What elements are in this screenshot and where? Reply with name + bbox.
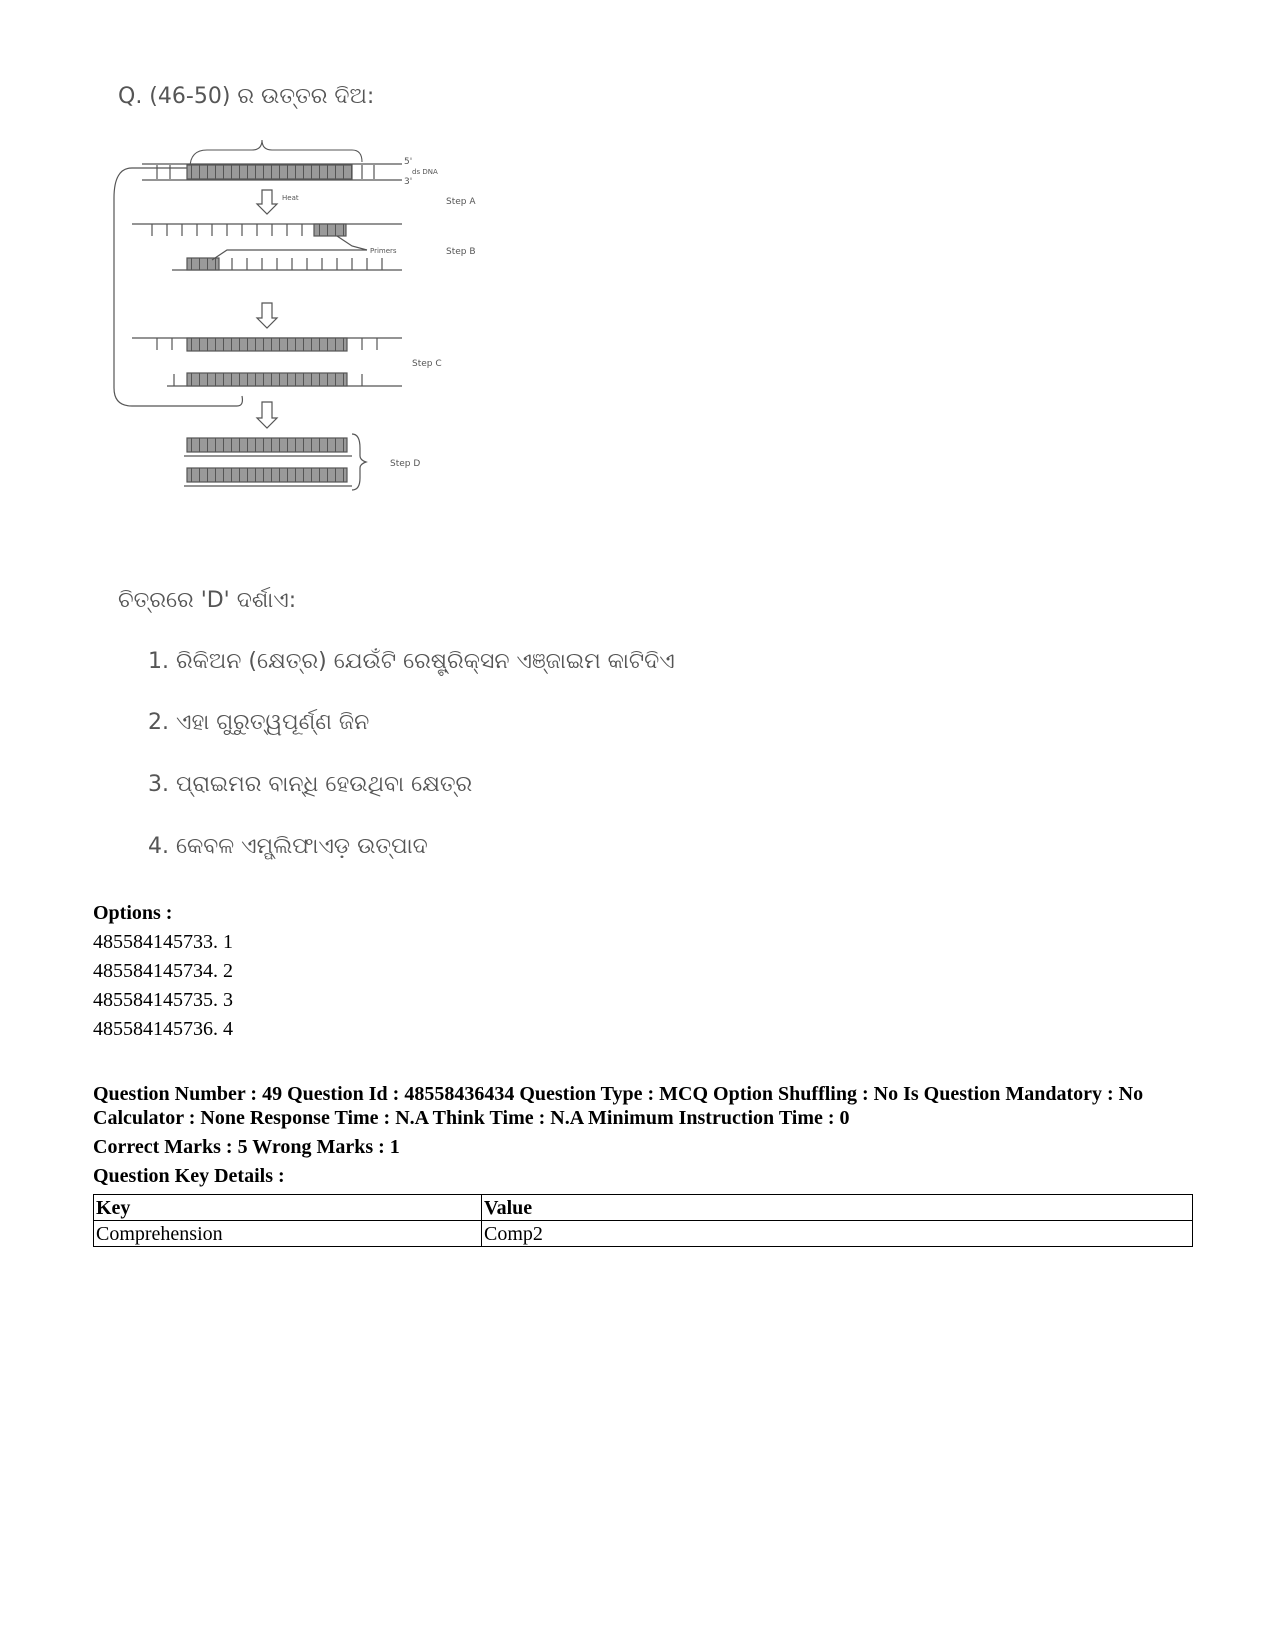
- key-details-title: Question Key Details :: [93, 1165, 285, 1187]
- option-1: 485584145733. 1: [93, 931, 233, 953]
- table-header-row: [94, 1195, 1193, 1221]
- label-step-d: Step D: [390, 459, 421, 469]
- label-three-prime: 3': [404, 177, 413, 187]
- label-five-prime: 5': [404, 157, 413, 167]
- marks-line: Correct Marks : 5 Wrong Marks : 1: [93, 1136, 400, 1158]
- label-step-a: Step A: [446, 197, 476, 207]
- label-heat: Heat: [282, 194, 299, 202]
- options-title: Options :: [93, 902, 173, 924]
- choice-4: 4. କେବଳ ଏମ୍ପ୍ଲିଫାଏଡ଼ ଉତ୍ପାଦ: [148, 834, 428, 859]
- question-heading: Q. (46-50) ର ଉତ୍ତର ଦିଅ:: [118, 84, 375, 109]
- label-step-c: Step C: [412, 359, 442, 369]
- choice-3: 3. ପ୍ରାଇମର ବାନ୍ଧି ହେଉଥିବା କ୍ଷେତ୍ର: [148, 772, 473, 797]
- pcr-diagram: [112, 138, 512, 528]
- option-3: 485584145735. 3: [93, 989, 233, 1011]
- label-primers: Primers: [370, 247, 397, 255]
- choice-1: 1. ରିକିଅନ (କ୍ଷେତ୍ର) ଯେଉଁଟି ରେଷ୍ଟ୍ରିକ୍‌ସନ ଏଞ୍ଜାଇମ କାଟିଦିଏ: [148, 649, 675, 674]
- option-2: 485584145734. 2: [93, 960, 233, 982]
- option-4: 485584145736. 4: [93, 1018, 233, 1040]
- label-step-b: Step B: [446, 247, 476, 257]
- label-ds-dna: ds DNA: [412, 168, 438, 176]
- cell-value: Comp2: [482, 1221, 1193, 1247]
- key-details-table: [93, 1194, 1193, 1247]
- question-meta: Question Number : 49 Question Id : 48558436434 Question Type : MCQ Option Shuffling : No Is Question Mandatory : No Calculator : None Response Time : N.A Think Time : N.A Minimum Instruction Time : 0: [93, 1083, 1144, 1129]
- header-key: Key: [94, 1195, 482, 1221]
- question-stem: ଚିତ୍ରରେ 'D' ଦର୍ଶାଏ:: [118, 588, 297, 613]
- choice-2: 2. ଏହା ଗୁରୁତ୍ୱପୂର୍ଣ୍ଣ ଜିନ: [148, 710, 370, 735]
- cell-key: Comprehension: [94, 1221, 482, 1247]
- header-value: Value: [482, 1195, 1193, 1221]
- table-row: [94, 1221, 1193, 1247]
